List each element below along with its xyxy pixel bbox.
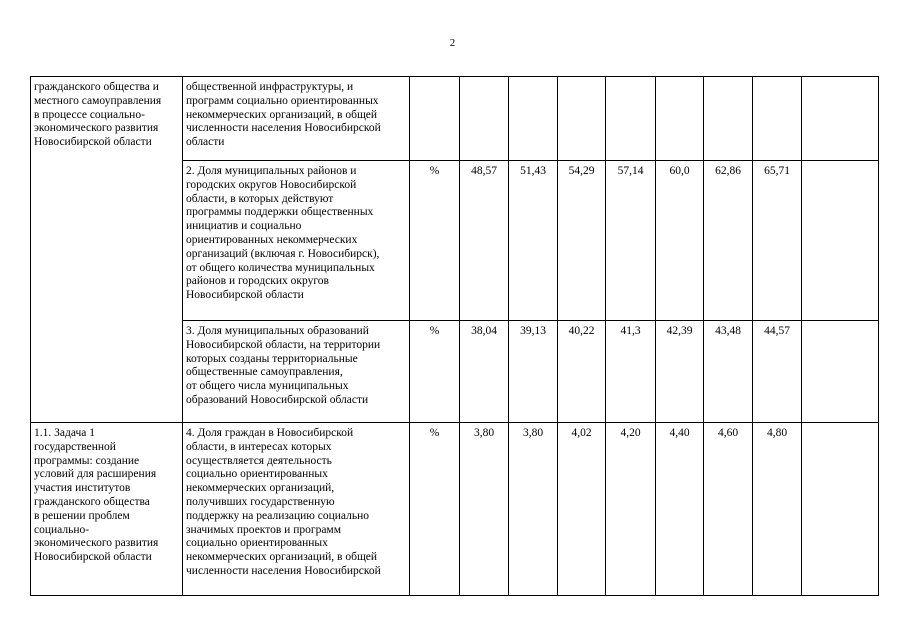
unit-cell: % bbox=[410, 321, 460, 423]
value-cell: 4,20 bbox=[606, 423, 656, 596]
value-cell: 62,86 bbox=[704, 161, 753, 321]
value-cell: 42,39 bbox=[656, 321, 704, 423]
empty-cell bbox=[802, 77, 879, 161]
goal-cell: гражданского общества и местного самоуправления в процессе социально- экономического развития Новосибирской области bbox=[31, 77, 183, 423]
table-row bbox=[31, 77, 879, 161]
value-cell: 40,22 bbox=[558, 321, 606, 423]
value-cell: 51,43 bbox=[509, 161, 558, 321]
value-cell: 44,57 bbox=[753, 321, 802, 423]
empty-cell bbox=[802, 321, 879, 423]
value-cell bbox=[606, 77, 656, 161]
value-cell bbox=[753, 77, 802, 161]
value-cell: 41,3 bbox=[606, 321, 656, 423]
value-cell: 3,80 bbox=[509, 423, 558, 596]
value-cell bbox=[558, 77, 606, 161]
value-cell bbox=[656, 77, 704, 161]
value-cell: 43,48 bbox=[704, 321, 753, 423]
empty-cell bbox=[802, 423, 879, 596]
value-cell: 3,80 bbox=[460, 423, 509, 596]
table-row bbox=[31, 423, 879, 596]
value-cell: 54,29 bbox=[558, 161, 606, 321]
goal-cell: 1.1. Задача 1 государственной программы: создание условий для расширения участия институтов гражданского общества в решении проблем социально- экономического развития Новосибирской области bbox=[31, 423, 183, 596]
indicator-cell: 2. Доля муниципальных районов и городских округов Новосибирской области, в которых действуют программы поддержки общественных инициатив и социально ориентированных некоммерческих организаций (включая г. Новосибирск), от общего количества муниципальных районов и городских округов Новосибирской области bbox=[183, 161, 410, 321]
indicator-cell: 3. Доля муниципальных образований Новосибирской области, на территории которых созданы территориальные общественные самоуправления, от общего числа муниципальных образований Новосибирской области bbox=[183, 321, 410, 423]
value-cell: 4,60 bbox=[704, 423, 753, 596]
value-cell: 4,02 bbox=[558, 423, 606, 596]
value-cell bbox=[509, 77, 558, 161]
value-cell bbox=[460, 77, 509, 161]
unit-cell: % bbox=[410, 423, 460, 596]
value-cell: 57,14 bbox=[606, 161, 656, 321]
value-cell: 60,0 bbox=[656, 161, 704, 321]
value-cell: 48,57 bbox=[460, 161, 509, 321]
unit-cell: % bbox=[410, 161, 460, 321]
unit-cell bbox=[410, 77, 460, 161]
indicator-cell: общественной инфраструктуры, и программ социально ориентированных некоммерческих организаций, в общей численности населения Новосибирской области bbox=[183, 77, 410, 161]
indicator-cell: 4. Доля граждан в Новосибирской области, в интересах которых осуществляется деятельность социально ориентированных некоммерческих организаций, получивших государственную поддержку на реализацию социально значимых проектов и программ социально ориентированных некоммерческих организаций, в общей численности населения Новосибирской bbox=[183, 423, 410, 596]
value-cell: 4,80 bbox=[753, 423, 802, 596]
empty-cell bbox=[802, 161, 879, 321]
value-cell: 4,40 bbox=[656, 423, 704, 596]
indicators-table bbox=[30, 76, 879, 596]
value-cell: 38,04 bbox=[460, 321, 509, 423]
value-cell: 65,71 bbox=[753, 161, 802, 321]
value-cell: 39,13 bbox=[509, 321, 558, 423]
value-cell bbox=[704, 77, 753, 161]
page-number: 2 bbox=[449, 37, 456, 49]
